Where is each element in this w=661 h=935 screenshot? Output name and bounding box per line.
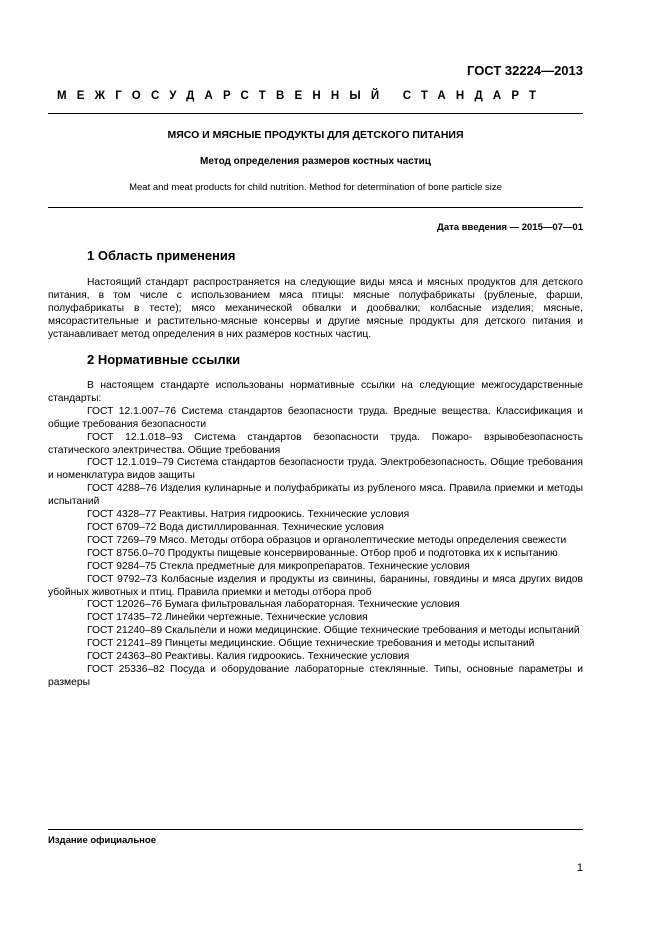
reference-item: ГОСТ 8756.0–70 Продукты пищевые консервированные. Отбор проб и подготовка их к испытанию bbox=[87, 547, 558, 559]
reference-item: ГОСТ 21240–89 Скальпели и ножи медицинские. Общие технические требования и методы испытаний bbox=[87, 625, 580, 637]
reference-item: ГОСТ 4328–77 Реактивы. Натрия гидроокись. Технические условия bbox=[87, 509, 410, 521]
section-2-heading: 2 Нормативные ссылки bbox=[87, 352, 241, 367]
reference-item: ГОСТ 21241–89 Пинцеты медицинские. Общие технические требования и методы испытаний bbox=[87, 638, 535, 650]
standard-title: МЯСО И МЯСНЫЕ ПРОДУКТЫ ДЛЯ ДЕТСКОГО ПИТАНИЯ bbox=[167, 129, 464, 141]
reference-item: ГОСТ 9284–75 Стекла предметные для микропрепаратов. Технические условия bbox=[87, 560, 470, 572]
standard-title-english: Meat and meat products for child nutrition. Method for determination of bone particle size bbox=[129, 182, 502, 193]
reference-item: ГОСТ 9792–73 Колбасные изделия и продукты из свинины, баранины, говядины и мяса других видов убойных животных и птиц. Правила приемки и методы отбора проб bbox=[48, 573, 583, 598]
reference-item: ГОСТ 24363–80 Реактивы. Калия гидроокись. Технические условия bbox=[87, 651, 410, 663]
title-divider bbox=[48, 207, 583, 208]
introduction-date: Дата введения — 2015—07—01 bbox=[437, 222, 583, 233]
interstate-standard-label: МЕЖГОСУДАРСТВЕННЫЙ СТАНДАРТ bbox=[57, 90, 547, 102]
section-1-text: Настоящий стандарт распространяется на следующие виды мяса и мясных продуктов для детского питания, в том числе с использованием мяса птицы: мясные полуфабрикаты (рубленые, фарши, полуфабрикаты в тесте); мясо механической обвалки и дообвалки; колбасные изделия; мясные, мясорастительные и растительно-мясные консервы и другие мясные продукты для детского питания и устанавливает метод определения в них размеров костных частиц. bbox=[48, 277, 583, 340]
reference-item: ГОСТ 12.1.007–76 Система стандартов безопасности труда. Вредные вещества. Классификация и общие требования безопасности bbox=[48, 405, 583, 430]
reference-item: ГОСТ 12.1.018–93 Система стандартов безопасности труда. Пожаро- взрывобезопасность статического электричества. Общие требования bbox=[48, 431, 583, 456]
references-intro: В настоящем стандарте использованы нормативные ссылки на следующие межгосударственные стандарты: bbox=[48, 380, 583, 404]
page-number: 1 bbox=[576, 862, 583, 874]
reference-item: ГОСТ 4288–76 Изделия кулинарные и полуфабрикаты из рубленого мяса. Правила приемки и методы испытаний bbox=[48, 483, 583, 508]
standard-subtitle: Метод определения размеров костных частиц bbox=[200, 156, 431, 167]
reference-item: ГОСТ 12.1.019–79 Система стандартов безопасности труда. Электробезопасность. Общие требования и номенклатура видов защиты bbox=[48, 457, 583, 482]
reference-item: ГОСТ 17435–72 Линейки чертежные. Технические условия bbox=[87, 612, 368, 624]
reference-item: ГОСТ 6709–72 Вода дистиллированная. Технические условия bbox=[87, 521, 384, 533]
reference-item: ГОСТ 25336–82 Посуда и оборудование лабораторные стеклянные. Типы, основные параметры и размеры bbox=[48, 663, 583, 688]
section-1-heading: 1 Область применения bbox=[87, 248, 236, 263]
header-divider bbox=[48, 113, 583, 114]
normative-references-list bbox=[48, 380, 583, 690]
reference-item: ГОСТ 7269–79 Мясо. Методы отбора образцов и органолептические методы определения свежести bbox=[87, 534, 567, 546]
reference-item: ГОСТ 12026–76 Бумага фильтровальная лабораторная. Технические условия bbox=[87, 599, 460, 611]
document-code: ГОСТ 32224—2013 bbox=[467, 63, 583, 78]
footer-divider bbox=[48, 829, 583, 830]
official-edition-label: Издание официальное bbox=[48, 835, 156, 846]
